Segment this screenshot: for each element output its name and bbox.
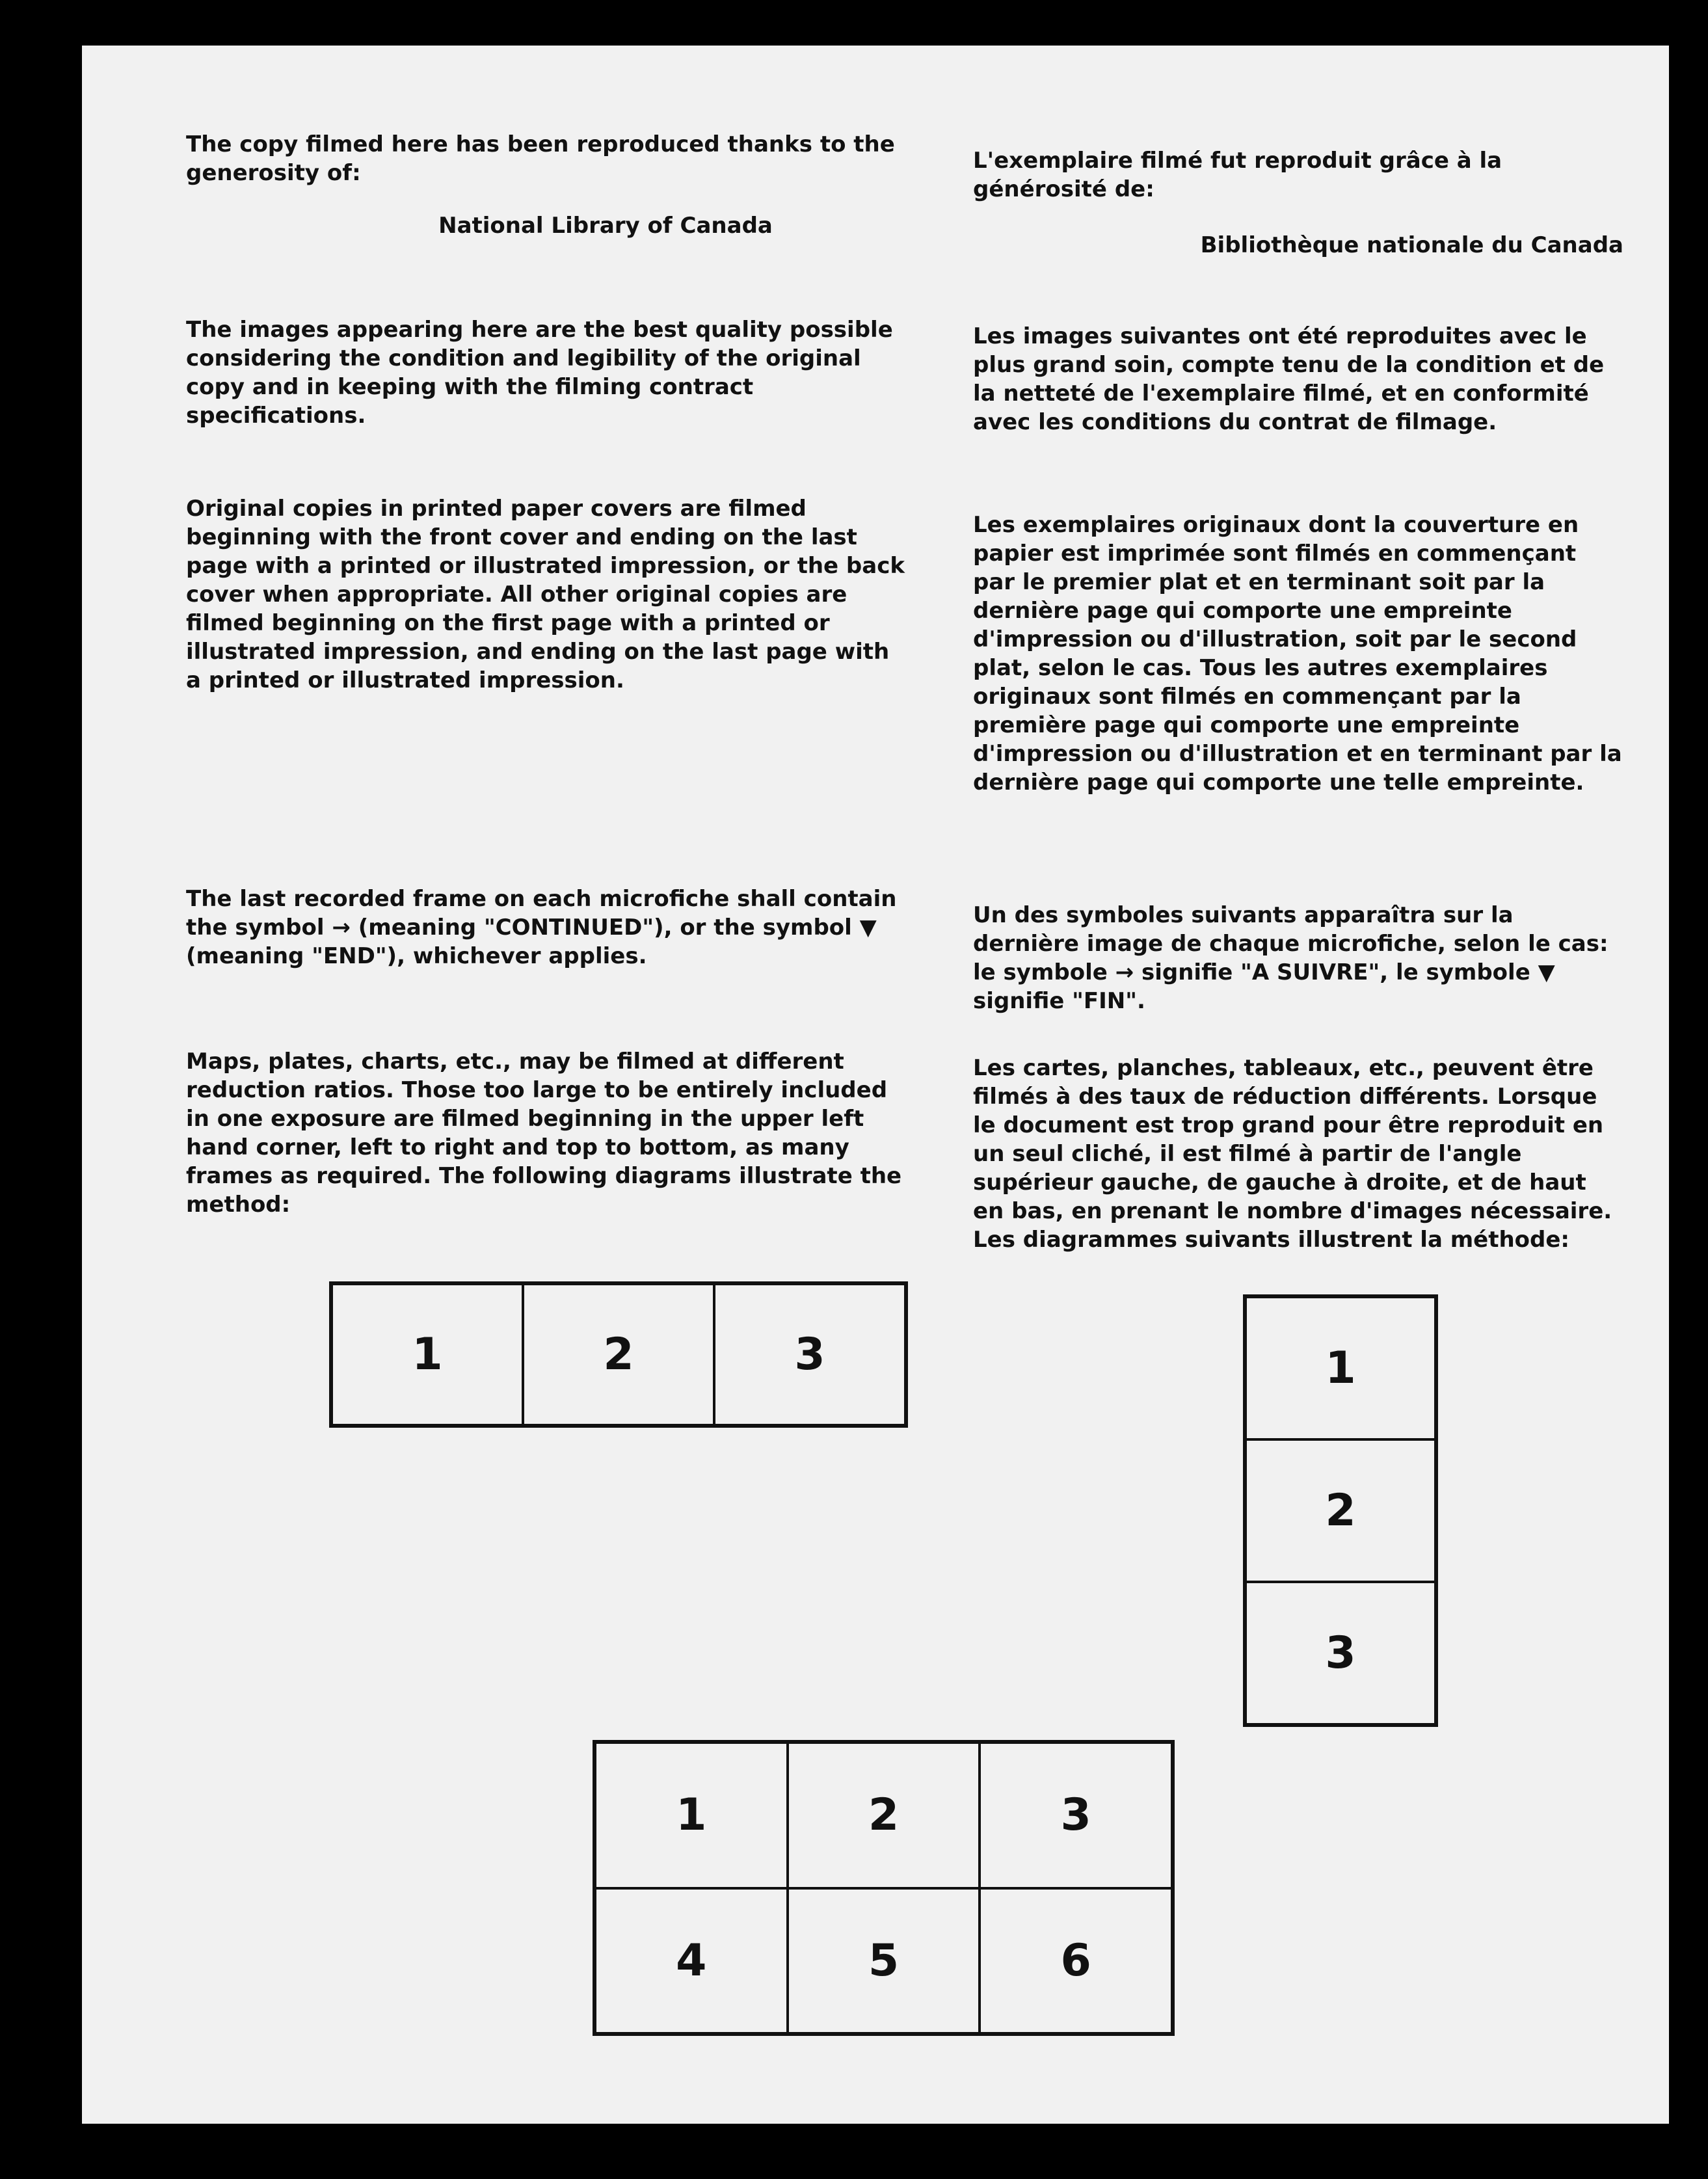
continued-arrow-icon: → xyxy=(1115,959,1134,985)
grid-frames-diagram xyxy=(593,1740,1175,2036)
english-symbols-text-b: (meaning "CONTINUED"), or the symbol xyxy=(358,915,852,941)
frame-cell: 2 xyxy=(523,1284,714,1425)
english-symbols-paragraph xyxy=(186,885,908,970)
english-symbols-text-c: (meaning "END"), whichever applies. xyxy=(186,943,647,969)
frame-cell: 1 xyxy=(1246,1297,1435,1439)
french-symbols-paragraph xyxy=(973,901,1623,1015)
english-intro: The copy filmed here has been reproduced thanks to the generosity of: xyxy=(186,131,895,186)
continued-arrow-icon: → xyxy=(332,915,351,941)
english-covers-paragraph: Original copies in printed paper covers are filmed beginning with the front cover and ending on the last page with a printed or illustrated impression, or the back cover when appropriate. All other original copies are filmed beginning on the first page with a printed or illustrated impression, and ending on the last page with a printed or illustrated impression. xyxy=(186,496,905,693)
frame-cell: 2 xyxy=(1246,1439,1435,1582)
frame-cell: 1 xyxy=(332,1284,523,1425)
french-column xyxy=(973,146,1623,1291)
frame-cell: 3 xyxy=(714,1284,905,1425)
french-maps-paragraph: Les cartes, planches, tableaux, etc., peuvent être filmés à des taux de réduction différents. Lorsque le document est trop grand pour être reproduit en un seul cliché, il est filmé à partir de l'angle supérieur gauche, de gauche à droite, et de haut en bas, en prenant le nombre d'images nécessaire. Les diagrammes suivants illustrent la méthode: xyxy=(973,1055,1612,1253)
frame-cell: 3 xyxy=(1246,1582,1435,1724)
french-quality-paragraph: Les images suivantes ont été reproduites avec le plus grand soin, compte tenu de la condition et de la netteté de l'exemplaire filmé, et en conformité avec les conditions du contrat de filmage. xyxy=(973,323,1605,435)
frame-cell: 5 xyxy=(788,1888,980,2034)
french-intro: L'exemplaire filmé fut reproduit grâce à la générosité de: xyxy=(973,148,1502,202)
english-symbols-text-a: The last recorded frame on each microfiche shall contain the symbol xyxy=(186,886,897,941)
french-symbols-text-c: signifie "FIN". xyxy=(973,988,1145,1014)
vertical-frames-diagram xyxy=(1243,1294,1438,1727)
french-covers-paragraph: Les exemplaires originaux dont la couverture en papier est imprimée sont filmés en commençant par le premier plat et en terminant soit par la dernière page qui comporte une empreinte d'impression ou d'illustration, soit par le second plat, selon le cas. Tous les autres exemplaires originaux sont filmés en commençant par la première page qui comporte une empreinte d'impression ou d'illustration et en terminant par la dernière page qui comporte une telle empreinte. xyxy=(973,512,1622,795)
frame-cell: 6 xyxy=(980,1888,1172,2034)
english-institution: National Library of Canada xyxy=(438,213,773,239)
english-column xyxy=(186,130,908,1275)
frame-cell: 1 xyxy=(595,1743,788,1888)
microfiche-target-page xyxy=(82,46,1669,2124)
french-symbols-text-b: signifie "A SUIVRE", le symbole xyxy=(1141,959,1530,985)
end-triangle-icon: ▼ xyxy=(859,915,877,941)
frame-cell: 3 xyxy=(980,1743,1172,1888)
frame-cell: 4 xyxy=(595,1888,788,2034)
english-maps-paragraph: Maps, plates, charts, etc., may be filmed at different reduction ratios. Those too large to be entirely included in one exposure are filmed beginning in the upper left hand corner, left to right and top to bottom, as many frames as required. The following diagrams illustrate the method: xyxy=(186,1049,902,1218)
english-quality-paragraph: The images appearing here are the best quality possible considering the condition and legibility of the original copy and in keeping with the filming contract specifications. xyxy=(186,317,893,429)
french-symbols-text-a: Un des symboles suivants apparaîtra sur la dernière image de chaque microfiche, selon le cas: le symbole xyxy=(973,902,1608,985)
frame-cell: 2 xyxy=(788,1743,980,1888)
end-triangle-icon: ▼ xyxy=(1538,959,1555,985)
french-institution: Bibliothèque nationale du Canada xyxy=(1200,232,1623,258)
horizontal-frames-diagram xyxy=(329,1281,908,1428)
